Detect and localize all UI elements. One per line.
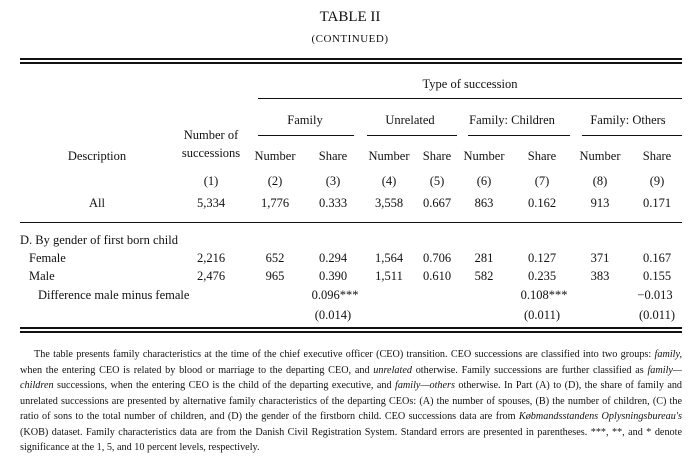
col-num-5: (5) [429,174,445,188]
diff-children-share: 0.108*** [520,288,568,302]
male-col-6: 582 [474,269,494,283]
note-text: otherwise. In Part (A) to (D), the share of family and unrelated successions are presented by alternative family characteristics of the departing CEOs: (A) the number of spouses, (B) the number of children, (C) the ratio of sons to the total number of children, and (D) the gender of the firstborn child. CEO successions data are from [20,380,683,422]
table-title: TABLE II [319,9,381,25]
row-all-label: All [89,196,105,210]
note-term-unrelated: unrelated [373,364,412,376]
col-num-2: (2) [267,174,283,188]
header-type-of-succession: Type of succession [422,77,518,91]
row-male-label: Male [29,269,55,283]
female-col-8: 371 [590,251,610,265]
subcol-share: Share [527,149,557,163]
section-d-title: D. By gender of first born child [20,233,178,247]
note-text: otherwise. Family successions are further classified as [415,364,644,376]
diff-others-share: −0.013 [637,288,673,302]
header-family-others: Family: Others [590,113,666,127]
subcol-share: Share [642,149,672,163]
female-col-2: 652 [265,251,285,265]
col-num-7: (7) [534,174,550,188]
col-num-3: (3) [325,174,341,188]
male-col-9: 0.155 [642,269,672,283]
male-col-5: 0.610 [422,269,452,283]
male-col-8: 383 [590,269,610,283]
all-col-6: 863 [474,196,494,210]
table-notes [20,347,682,456]
note-text: when the entering CEO is related by blood or marriage to the departing CEO, and [20,364,370,376]
all-col-2: 1,776 [260,196,290,210]
row-difference-label: Difference male minus female [38,288,190,302]
subcol-number: Number [579,149,621,163]
col-num-9: (9) [649,174,665,188]
note-term-children: family—children [20,364,682,391]
children-rule [468,135,570,136]
diff-family-share: 0.096*** [311,288,359,302]
col-num-6: (6) [476,174,492,188]
col-num-8: (8) [592,174,608,188]
all-col-9: 0.171 [642,196,672,210]
note-text: successions, when the entering CEO is the child of the departing executive, and [57,380,392,391]
header-successions: successions [181,146,241,160]
col-num-4: (4) [381,174,397,188]
all-col-7: 0.162 [527,196,557,210]
se-children: (0.011) [524,308,560,322]
se-family: (0.014) [314,308,352,322]
female-col-1: 2,216 [196,251,226,265]
subcol-number: Number [463,149,505,163]
all-col-1: 5,334 [196,196,226,210]
subcol-number: Number [368,149,410,163]
se-others: (0.011) [639,308,675,322]
female-col-9: 0.167 [642,251,672,265]
female-col-7: 0.127 [527,251,557,265]
header-number-of: Number of [183,128,239,142]
male-col-1: 2,476 [196,269,226,283]
note-term-kob: Købmandsstandens Oplysningsbureau's [518,411,683,422]
unrelated-rule [367,135,457,136]
section-rule [20,222,682,223]
group-rule [258,98,682,99]
table-subtitle: (CONTINUED) [311,33,389,45]
family-rule [258,135,354,136]
all-col-8: 913 [590,196,610,210]
others-rule [582,135,682,136]
subcol-share: Share [422,149,452,163]
note-term-family: family, [654,349,682,360]
female-col-3: 0.294 [318,251,348,265]
header-family-children: Family: Children [469,113,555,127]
bottom-rule-2 [20,331,682,333]
header-description: Description [67,149,127,163]
male-col-2: 965 [265,269,285,283]
female-col-6: 281 [474,251,494,265]
col-num-1: (1) [203,174,219,188]
male-col-7: 0.235 [527,269,557,283]
female-col-5: 0.706 [422,251,452,265]
all-col-4: 3,558 [374,196,404,210]
header-unrelated: Unrelated [385,113,435,127]
header-family: Family [287,113,323,127]
all-col-3: 0.333 [318,196,348,210]
top-rule-2 [20,62,682,64]
note-text: (KOB) dataset. Family characteristics data are from the Danish Civil Registration System. Standard errors are presented in parentheses. ***, **, and * denote significance at the 1, 5, and 10 percent levels, respectively. [20,426,682,453]
note-text: The table presents family characteristics at the time of the chief executive officer (CEO) transition. CEO successions are classified into two groups: [34,349,652,360]
subcol-number: Number [254,149,296,163]
bottom-rule [20,327,682,329]
top-rule [20,58,682,60]
subcol-share: Share [318,149,348,163]
row-female-label: Female [29,251,66,265]
all-col-5: 0.667 [422,196,452,210]
male-col-3: 0.390 [318,269,348,283]
male-col-4: 1,511 [375,269,403,283]
female-col-4: 1,564 [374,251,404,265]
note-term-others: family—others [394,380,455,391]
